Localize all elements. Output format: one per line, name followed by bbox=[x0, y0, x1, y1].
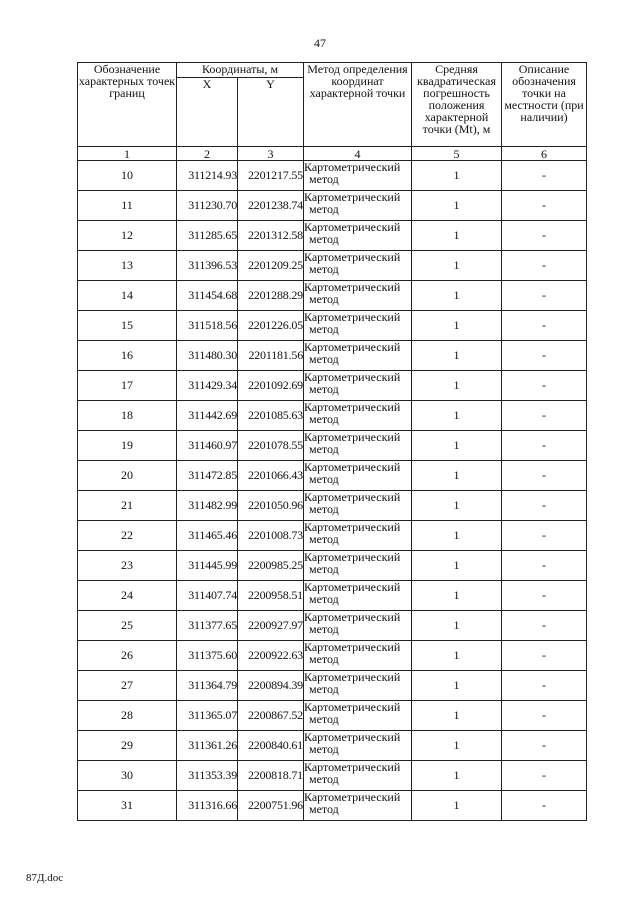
point-description: - bbox=[502, 641, 587, 671]
coordinate-x: 311429.34 bbox=[177, 371, 238, 401]
point-id: 20 bbox=[78, 461, 177, 491]
method-line1: Картометрический bbox=[304, 400, 401, 414]
table-row bbox=[78, 251, 587, 281]
footer-filename: 87Д.doc bbox=[26, 872, 64, 884]
coordinate-y: 2201066.43 bbox=[238, 461, 304, 491]
column-number: 4 bbox=[304, 147, 412, 161]
method-cell bbox=[304, 551, 412, 581]
method-line2: метод bbox=[309, 202, 339, 216]
table-row bbox=[78, 341, 587, 371]
coordinate-x: 311442.69 bbox=[177, 401, 238, 431]
method-cell bbox=[304, 641, 412, 671]
coordinate-x: 311518.56 bbox=[177, 311, 238, 341]
method-cell bbox=[304, 521, 412, 551]
mean-error: 1 bbox=[412, 251, 502, 281]
method-cell bbox=[304, 371, 412, 401]
coordinate-y: 2200840.61 bbox=[238, 731, 304, 761]
method-cell bbox=[304, 731, 412, 761]
method-line1: Картометрический bbox=[304, 610, 401, 624]
method-cell bbox=[304, 311, 412, 341]
point-id: 18 bbox=[78, 401, 177, 431]
method-line1: Картометрический bbox=[304, 340, 401, 354]
point-id: 11 bbox=[78, 191, 177, 221]
mean-error: 1 bbox=[412, 161, 502, 191]
coordinate-y: 2201050.96 bbox=[238, 491, 304, 521]
method-line2: метод bbox=[309, 772, 339, 786]
point-id: 12 bbox=[78, 221, 177, 251]
point-description: - bbox=[502, 701, 587, 731]
coordinate-x: 311377.65 bbox=[177, 611, 238, 641]
coordinate-y: 2201209.25 bbox=[238, 251, 304, 281]
table-row bbox=[78, 161, 587, 191]
method-line1: Картометрический bbox=[304, 490, 401, 504]
method-cell bbox=[304, 701, 412, 731]
table-row bbox=[78, 281, 587, 311]
mean-error: 1 bbox=[412, 371, 502, 401]
table-row bbox=[78, 461, 587, 491]
coordinate-y: 2201008.73 bbox=[238, 521, 304, 551]
method-cell bbox=[304, 281, 412, 311]
method-cell bbox=[304, 461, 412, 491]
table-row bbox=[78, 731, 587, 761]
point-description: - bbox=[502, 341, 587, 371]
method-line2: метод bbox=[309, 322, 339, 336]
point-description: - bbox=[502, 491, 587, 521]
method-line1: Картометрический bbox=[304, 250, 401, 264]
mean-error: 1 bbox=[412, 431, 502, 461]
mean-error: 1 bbox=[412, 191, 502, 221]
method-cell bbox=[304, 401, 412, 431]
method-cell bbox=[304, 611, 412, 641]
point-description: - bbox=[502, 611, 587, 641]
method-line2: метод bbox=[309, 652, 339, 666]
method-cell bbox=[304, 671, 412, 701]
method-cell bbox=[304, 791, 412, 821]
page-number: 47 bbox=[314, 36, 326, 50]
coordinate-x: 311472.85 bbox=[177, 461, 238, 491]
table-row bbox=[78, 641, 587, 671]
point-id: 14 bbox=[78, 281, 177, 311]
coordinate-y: 2201092.69 bbox=[238, 371, 304, 401]
table-row bbox=[78, 581, 587, 611]
method-line1: Картометрический bbox=[304, 790, 401, 804]
point-description: - bbox=[502, 551, 587, 581]
table-body bbox=[78, 161, 587, 821]
coordinate-y: 2201238.74 bbox=[238, 191, 304, 221]
method-line1: Картометрический bbox=[304, 160, 401, 174]
coordinate-y: 2200927.97 bbox=[238, 611, 304, 641]
header-x: X bbox=[177, 78, 238, 147]
coordinate-x: 311364.79 bbox=[177, 671, 238, 701]
coordinate-x: 311365.07 bbox=[177, 701, 238, 731]
table-row bbox=[78, 671, 587, 701]
table-row bbox=[78, 221, 587, 251]
coordinate-y: 2201181.56 bbox=[238, 341, 304, 371]
method-line2: метод bbox=[309, 682, 339, 696]
point-description: - bbox=[502, 191, 587, 221]
method-line1: Картометрический bbox=[304, 520, 401, 534]
point-id: 27 bbox=[78, 671, 177, 701]
point-id: 29 bbox=[78, 731, 177, 761]
method-line2: метод bbox=[309, 292, 339, 306]
method-cell bbox=[304, 491, 412, 521]
method-line1: Картометрический bbox=[304, 280, 401, 294]
table-row bbox=[78, 401, 587, 431]
method-cell bbox=[304, 251, 412, 281]
header-coordinates: Координаты, м bbox=[177, 63, 304, 78]
point-description: - bbox=[502, 281, 587, 311]
column-number: 2 bbox=[177, 147, 238, 161]
point-description: - bbox=[502, 401, 587, 431]
coordinate-y: 2201312.58 bbox=[238, 221, 304, 251]
coordinate-y: 2201226.05 bbox=[238, 311, 304, 341]
point-id: 13 bbox=[78, 251, 177, 281]
mean-error: 1 bbox=[412, 281, 502, 311]
coordinate-y: 2201217.55 bbox=[238, 161, 304, 191]
mean-error: 1 bbox=[412, 701, 502, 731]
column-number: 3 bbox=[238, 147, 304, 161]
method-line2: метод bbox=[309, 262, 339, 276]
table-row bbox=[78, 701, 587, 731]
point-description: - bbox=[502, 671, 587, 701]
method-line2: метод bbox=[309, 502, 339, 516]
mean-error: 1 bbox=[412, 341, 502, 371]
column-number: 1 bbox=[78, 147, 177, 161]
mean-error: 1 bbox=[412, 731, 502, 761]
method-line2: метод bbox=[309, 592, 339, 606]
method-line1: Картометрический bbox=[304, 430, 401, 444]
method-line2: метод bbox=[309, 802, 339, 816]
method-line1: Картометрический bbox=[304, 580, 401, 594]
mean-error: 1 bbox=[412, 671, 502, 701]
coordinate-y: 2200751.96 bbox=[238, 791, 304, 821]
method-line2: метод bbox=[309, 742, 339, 756]
point-id: 26 bbox=[78, 641, 177, 671]
method-line2: метод bbox=[309, 172, 339, 186]
header-y: Y bbox=[238, 78, 304, 147]
point-id: 17 bbox=[78, 371, 177, 401]
coordinate-x: 311230.70 bbox=[177, 191, 238, 221]
header-point-designation: Обозначение характерных точек границ bbox=[78, 63, 177, 147]
mean-error: 1 bbox=[412, 641, 502, 671]
point-id: 28 bbox=[78, 701, 177, 731]
method-cell bbox=[304, 431, 412, 461]
mean-error: 1 bbox=[412, 221, 502, 251]
point-id: 30 bbox=[78, 761, 177, 791]
method-line2: метод bbox=[309, 472, 339, 486]
table-row bbox=[78, 551, 587, 581]
mean-error: 1 bbox=[412, 311, 502, 341]
method-line2: метод bbox=[309, 532, 339, 546]
method-cell bbox=[304, 191, 412, 221]
point-description: - bbox=[502, 791, 587, 821]
header-description: Описание обозначения точки на местности (при наличии) bbox=[502, 63, 587, 147]
point-description: - bbox=[502, 221, 587, 251]
mean-error: 1 bbox=[412, 581, 502, 611]
method-line1: Картометрический bbox=[304, 640, 401, 654]
method-line1: Картометрический bbox=[304, 190, 401, 204]
table-row bbox=[78, 371, 587, 401]
method-line1: Картометрический bbox=[304, 700, 401, 714]
coordinate-y: 2200958.51 bbox=[238, 581, 304, 611]
mean-error: 1 bbox=[412, 611, 502, 641]
method-line2: метод bbox=[309, 232, 339, 246]
header-method: Метод определения координат характерной точки bbox=[304, 63, 412, 147]
coordinate-x: 311454.68 bbox=[177, 281, 238, 311]
mean-error: 1 bbox=[412, 461, 502, 491]
method-line1: Картометрический bbox=[304, 670, 401, 684]
point-id: 10 bbox=[78, 161, 177, 191]
coordinate-x: 311482.99 bbox=[177, 491, 238, 521]
point-description: - bbox=[502, 521, 587, 551]
point-id: 16 bbox=[78, 341, 177, 371]
method-line2: метод bbox=[309, 442, 339, 456]
table-row bbox=[78, 191, 587, 221]
coordinate-x: 311214.93 bbox=[177, 161, 238, 191]
point-description: - bbox=[502, 581, 587, 611]
coordinate-x: 311361.26 bbox=[177, 731, 238, 761]
coordinate-x: 311316.66 bbox=[177, 791, 238, 821]
point-description: - bbox=[502, 251, 587, 281]
point-id: 23 bbox=[78, 551, 177, 581]
point-id: 25 bbox=[78, 611, 177, 641]
method-cell bbox=[304, 341, 412, 371]
point-description: - bbox=[502, 431, 587, 461]
column-number: 6 bbox=[502, 147, 587, 161]
coordinate-x: 311285.65 bbox=[177, 221, 238, 251]
coordinate-y: 2200922.63 bbox=[238, 641, 304, 671]
mean-error: 1 bbox=[412, 401, 502, 431]
method-line1: Картометрический bbox=[304, 310, 401, 324]
point-description: - bbox=[502, 461, 587, 491]
method-cell bbox=[304, 761, 412, 791]
coordinate-x: 311396.53 bbox=[177, 251, 238, 281]
coordinate-y: 2201078.55 bbox=[238, 431, 304, 461]
table-row bbox=[78, 311, 587, 341]
point-description: - bbox=[502, 731, 587, 761]
method-line1: Картометрический bbox=[304, 730, 401, 744]
coordinate-x: 311375.60 bbox=[177, 641, 238, 671]
header-mean-error: Средняя квадратическая погрешность положения характерной точки (Mt), м bbox=[412, 63, 502, 147]
column-number-row bbox=[78, 147, 587, 161]
coordinate-x: 311407.74 bbox=[177, 581, 238, 611]
mean-error: 1 bbox=[412, 791, 502, 821]
table-row bbox=[78, 521, 587, 551]
coordinate-y: 2200818.71 bbox=[238, 761, 304, 791]
point-description: - bbox=[502, 161, 587, 191]
point-id: 21 bbox=[78, 491, 177, 521]
point-id: 22 bbox=[78, 521, 177, 551]
mean-error: 1 bbox=[412, 521, 502, 551]
mean-error: 1 bbox=[412, 551, 502, 581]
method-line1: Картометрический bbox=[304, 550, 401, 564]
method-line1: Картометрический bbox=[304, 460, 401, 474]
point-id: 24 bbox=[78, 581, 177, 611]
method-line2: метод bbox=[309, 622, 339, 636]
column-number: 5 bbox=[412, 147, 502, 161]
coordinate-y: 2201288.29 bbox=[238, 281, 304, 311]
coordinate-y: 2200985.25 bbox=[238, 551, 304, 581]
table-row bbox=[78, 431, 587, 461]
method-line1: Картометрический bbox=[304, 370, 401, 384]
point-id: 15 bbox=[78, 311, 177, 341]
point-description: - bbox=[502, 371, 587, 401]
method-cell bbox=[304, 161, 412, 191]
coordinate-x: 311465.46 bbox=[177, 521, 238, 551]
method-line2: метод bbox=[309, 382, 339, 396]
coordinate-y: 2201085.63 bbox=[238, 401, 304, 431]
coordinate-x: 311460.97 bbox=[177, 431, 238, 461]
method-line2: метод bbox=[309, 352, 339, 366]
mean-error: 1 bbox=[412, 761, 502, 791]
table-row bbox=[78, 611, 587, 641]
table-row bbox=[78, 491, 587, 521]
method-cell bbox=[304, 581, 412, 611]
mean-error: 1 bbox=[412, 491, 502, 521]
method-line2: метод bbox=[309, 562, 339, 576]
coordinate-x: 311353.39 bbox=[177, 761, 238, 791]
point-description: - bbox=[502, 761, 587, 791]
point-id: 31 bbox=[78, 791, 177, 821]
coordinate-y: 2200867.52 bbox=[238, 701, 304, 731]
coordinates-table bbox=[77, 62, 587, 821]
table-row bbox=[78, 791, 587, 821]
point-id: 19 bbox=[78, 431, 177, 461]
method-line1: Картометрический bbox=[304, 220, 401, 234]
coordinate-x: 311445.99 bbox=[177, 551, 238, 581]
method-line1: Картометрический bbox=[304, 760, 401, 774]
coordinate-y: 2200894.39 bbox=[238, 671, 304, 701]
point-description: - bbox=[502, 311, 587, 341]
method-cell bbox=[304, 221, 412, 251]
coordinate-x: 311480.30 bbox=[177, 341, 238, 371]
method-line2: метод bbox=[309, 412, 339, 426]
table-row bbox=[78, 761, 587, 791]
method-line2: метод bbox=[309, 712, 339, 726]
